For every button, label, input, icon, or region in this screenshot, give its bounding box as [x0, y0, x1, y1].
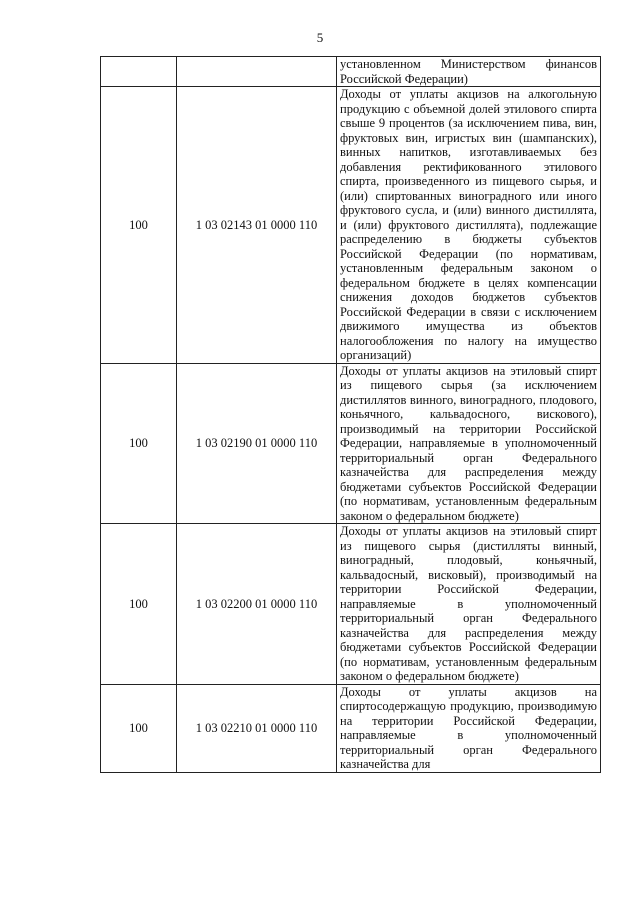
table-row — [101, 524, 601, 685]
kbk-code-cell — [177, 57, 337, 87]
kbk-code-cell: 1 03 02200 01 0000 110 — [177, 524, 337, 685]
admin-code-cell — [101, 57, 177, 87]
page-number: 5 — [316, 30, 324, 45]
description-text: Доходы от уплаты акцизов на спиртосодержащую продукцию, производимую на территории Российской Федерации, направляемые в уполномоченный территориальный орган Федерального казначейства для — [340, 684, 597, 771]
admin-code-cell: 100 — [101, 363, 177, 524]
description-cell — [337, 524, 601, 685]
table-row — [101, 57, 601, 87]
description-cell — [337, 363, 601, 524]
kbk-code-cell: 1 03 02143 01 0000 110 — [177, 87, 337, 364]
table-row — [101, 363, 601, 524]
admin-code-cell: 100 — [101, 87, 177, 364]
description-text: установленном Министерством финансов Российской Федерации) — [340, 57, 597, 86]
admin-code-cell: 100 — [101, 524, 177, 685]
description-text: Доходы от уплаты акцизов на этиловый спирт из пищевого сырья (за исключением дистиллятов винного, виноградного, плодового, коньячного, кальвадосного, вискового), производимый на территории Российской Федерации, направляемые в уполномоченный территориальный орган Федерального казначейства для распределения между бюджетами субъектов Российской Федерации (по нормативам, установленным федеральным законом о федеральном бюджете) — [340, 363, 597, 523]
table-row — [101, 87, 601, 364]
kbk-code-cell: 1 03 02210 01 0000 110 — [177, 684, 337, 772]
description-text: Доходы от уплаты акцизов на алкогольную продукцию с объемной долей этилового спирта свыше 9 процентов (за исключением пива, вин, фруктовых вин, игристых вин (шампанских), винных напитков, изготавливаемых без добавления ректификованного этилового спирта, произведенного из пищевого сырья, и (или) спиртованных виноградного или иного фруктового сусла, и (или) винного дистиллята, и (или) фруктового дистиллята), подлежащие распределению в бюджеты субъектов Российской Федерации (по нормативам, установленным федеральным законом о федеральном бюджете в целях компенсации снижения доходов бюджетов субъектов Российской Федерации в связи с исключением движимого имущества из объектов налогообложения по налогу на имущество организаций) — [340, 87, 597, 362]
description-cell — [337, 684, 601, 772]
table-row — [101, 684, 601, 772]
description-cell — [337, 87, 601, 364]
description-cell — [337, 57, 601, 87]
description-text: Доходы от уплаты акцизов на этиловый спирт из пищевого сырья (дистилляты винный, виноградный, плодовый, коньячный, кальвадосный, висковый), производимый на территории Российской Федерации, направляемые в уполномоченный территориальный орган Федерального казначейства для распределения между бюджетами субъектов Российской Федерации (по нормативам, установленным федеральным законом о федеральном бюджете) — [340, 524, 597, 683]
admin-code-cell: 100 — [101, 684, 177, 772]
kbk-code-cell: 1 03 02190 01 0000 110 — [177, 363, 337, 524]
revenue-codes-table — [100, 56, 601, 773]
